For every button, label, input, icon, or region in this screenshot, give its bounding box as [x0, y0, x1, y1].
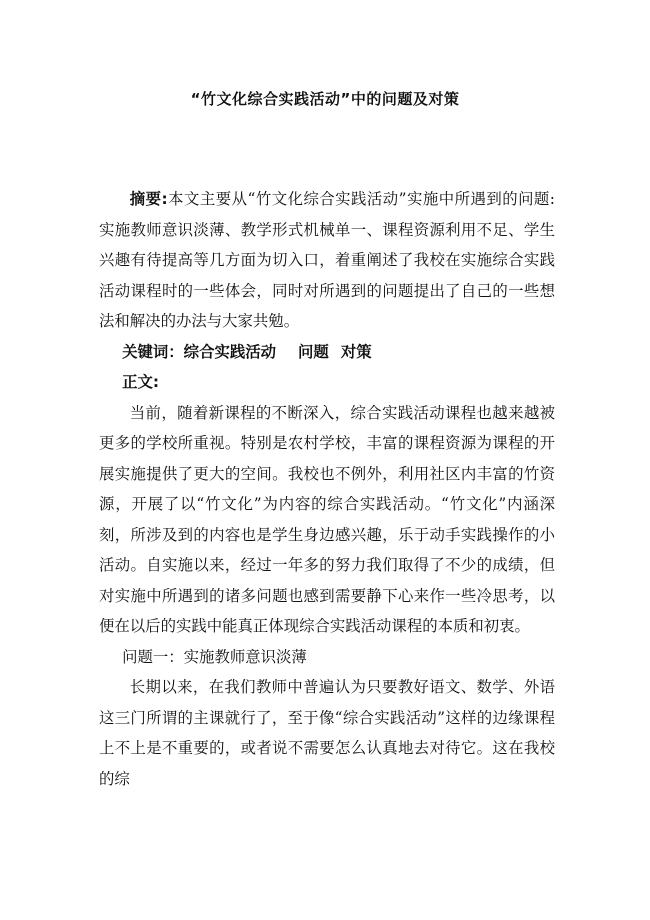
- keywords-label: 关键词：: [122, 342, 184, 361]
- abstract-paragraph: [99, 184, 555, 337]
- section-1-heading: 问题一：实施教师意识淡薄: [122, 647, 307, 666]
- body-paragraph-2: 长期以来，在我们教师中普遍认为只要教好语文、数学、外语这三门所谓的主课就行了，至于像“综合实践活动”这样的边缘课程上不上是不重要的，或者说不需要怎么认真地去对待它。这在我校的综: [99, 678, 555, 788]
- keyword-2: 问题: [298, 342, 329, 361]
- document-title: “竹文化综合实践活动”中的问题及对策: [190, 90, 460, 108]
- abstract-text: 本文主要从“竹文化综合实践活动”实施中所遇到的问题:实施教师意识淡薄、教学形式机械单一、课程资源利用不足、学生兴趣有待提高等几方面为切入口，着重阐述了我校在实施综合实践活动课程时的一些体会，同时对所遇到的问题提出了自己的一些想法和解决的办法与大家共勉。: [99, 190, 555, 330]
- body-paragraph-1: 当前，随着新课程的不断深入，综合实践活动课程也越来越被更多的学校所重视。特别是农村学校，丰富的课程资源为课程的开展实施提供了更大的空间。我校也不例外，利用社区内丰富的竹资源，开展了以“竹文化”为内容的综合实践活动。“竹文化”内涵深刻，所涉及到的内容也是学生身边感兴趣，乐于动手实践操作的小活动。自实施以来，经过一年多的努力我们取得了不少的成绩，但对实施中所遇到的诸多问题也感到需要静下心来作一些冷思考，以便在以后的实践中能真正体现综合实践活动课程的本质和初衷。: [99, 403, 555, 635]
- document-content: [99, 184, 555, 794]
- keyword-1: 综合实践活动: [183, 342, 277, 361]
- abstract-label: 摘要:: [129, 190, 168, 208]
- body-label: 正文:: [122, 373, 160, 391]
- keywords-line: [99, 337, 555, 368]
- keyword-3: 对策: [340, 342, 372, 361]
